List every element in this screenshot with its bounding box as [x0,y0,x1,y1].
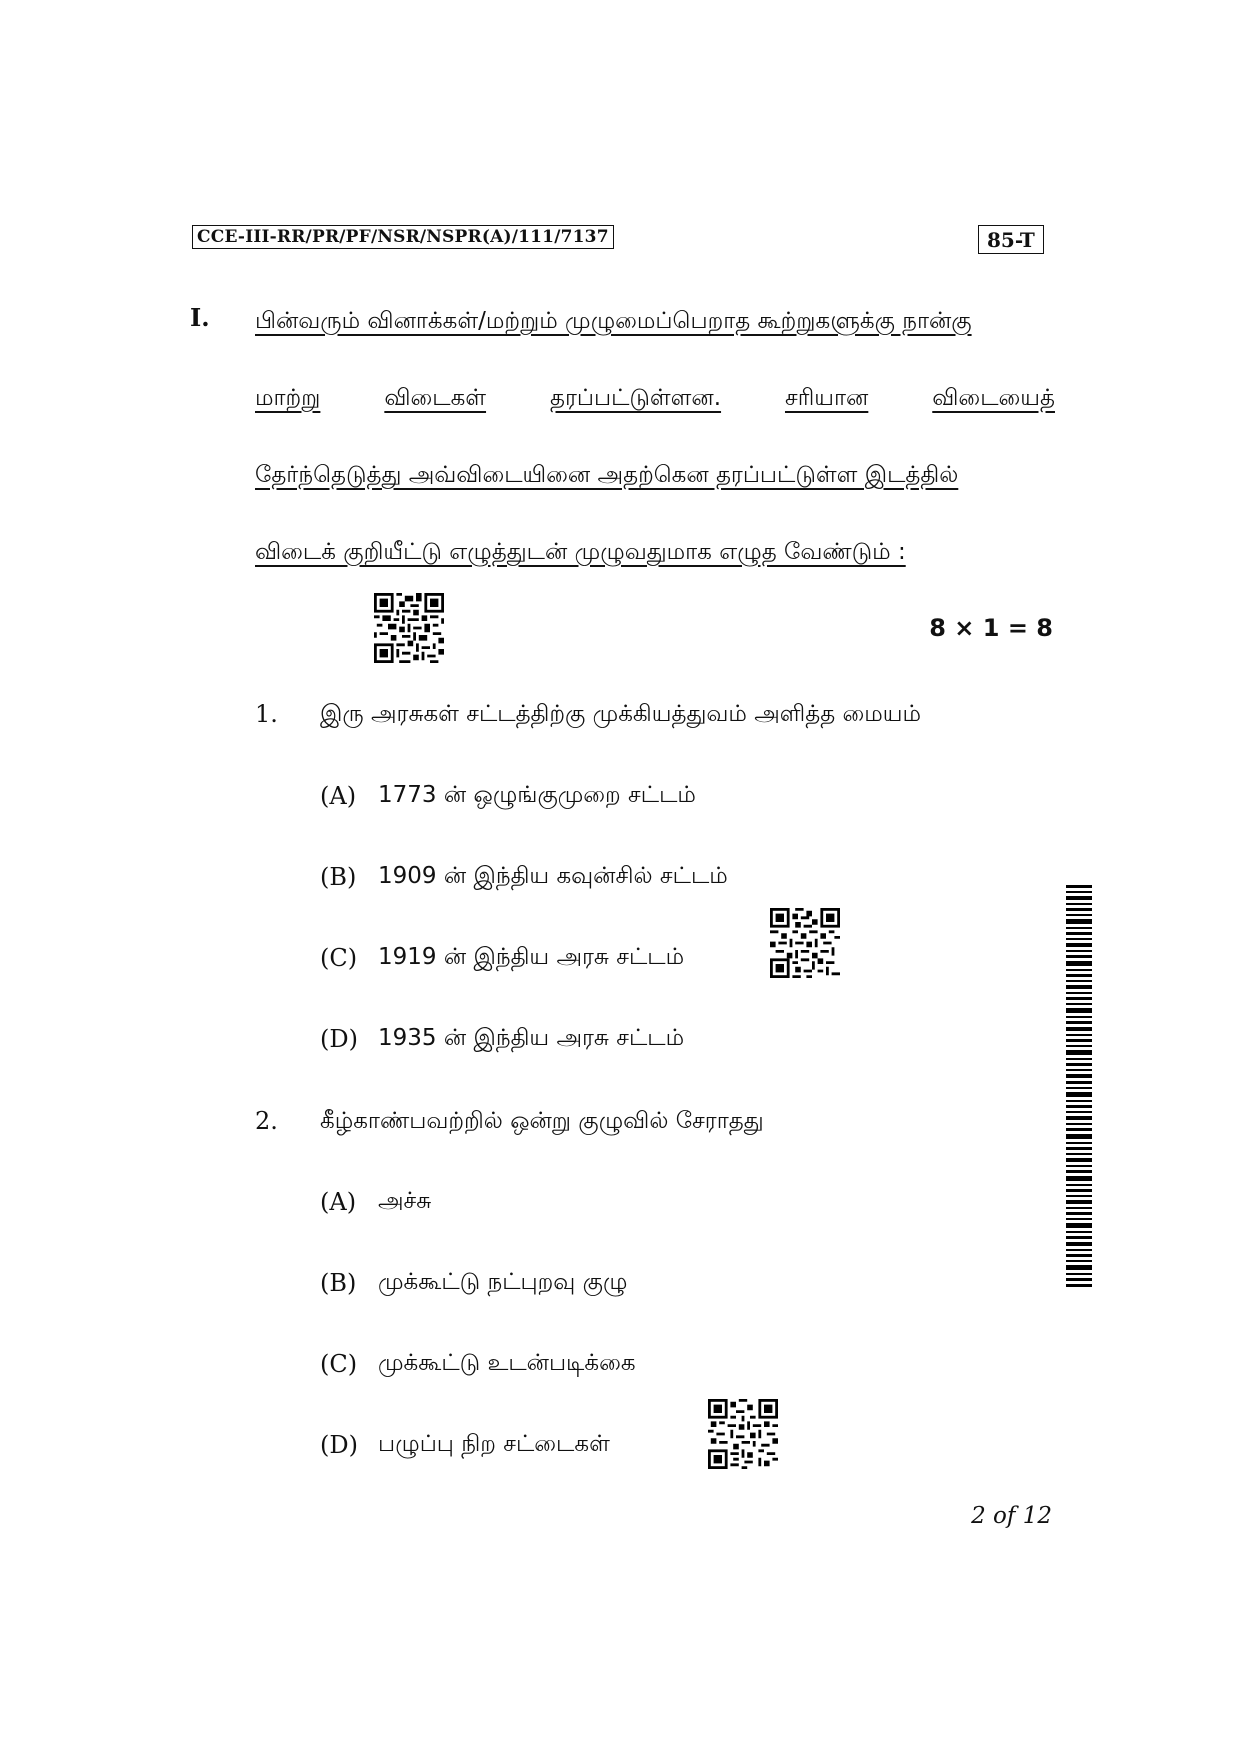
page-number: 2 of 12 [971,1503,1052,1529]
option-text: முக்கூட்டு நட்புறவு குழு [378,1269,628,1295]
option-label: (C) [320,944,358,972]
option-text: அச்சு [378,1188,432,1214]
option-text: பழுப்பு நிற சட்டைகள் [378,1431,610,1457]
instruction-line-3: தேர்ந்தெடுத்து அவ்விடையினை அதற்கென தரப்பட்டுள்ள இடத்தில் [255,462,959,488]
option-label: (B) [320,1269,357,1297]
option-text: 1773 ன் ஒழுங்குமுறை சட்டம் [378,782,696,808]
question-text: இரு அரசுகள் சட்டத்திற்கு முக்கியத்துவம் அளித்த மையம் [320,701,921,727]
paper-code: CCE-III-RR/PR/PF/NSR/NSPR(A)/111/7137 [192,225,614,249]
option-text: 1935 ன் இந்திய அரசு சட்டம் [378,1025,685,1051]
option-text: முக்கூட்டு உடன்படிக்கை [378,1350,636,1376]
option-label: (D) [320,1431,358,1459]
option-text: 1919 ன் இந்திய அரசு சட்டம் [378,944,685,970]
question-text: கீழ்காண்பவற்றில் ஒன்று குழுவில் சேராதது [320,1108,764,1134]
instruction-word: விடைகள் [384,385,487,411]
instruction-word: விடையைத் [932,385,1055,411]
question-number: 1. [255,700,278,728]
option-label: (A) [320,1188,357,1216]
qr-code-icon [708,1399,778,1469]
option-label: (B) [320,863,357,891]
option-label: (D) [320,1025,358,1053]
qr-code-icon [770,908,840,978]
instruction-line-2 [255,382,1055,414]
qr-code-icon [374,593,444,663]
subject-code: 85-T [978,225,1044,254]
question-number: 2. [255,1107,278,1135]
section-number: I. [190,303,210,332]
instruction-word: தரப்பட்டுள்ளன. [549,385,722,411]
barcode-icon [1066,885,1092,1287]
instruction-line-1: பின்வரும் வினாக்கள்/மற்றும் முழுமைப்பெறாத கூற்றுகளுக்கு நான்கு [255,308,972,334]
instruction-word: மாற்று [255,385,321,411]
option-label: (C) [320,1350,358,1378]
marks-allocation: 8 × 1 = 8 [929,614,1053,642]
option-text: 1909 ன் இந்திய கவுன்சில் சட்டம் [378,863,728,889]
instruction-line-4: விடைக் குறியீட்டு எழுத்துடன் முழுவதுமாக எழுத வேண்டும் : [255,539,906,565]
option-label: (A) [320,782,357,810]
instruction-word: சரியான [784,385,869,411]
